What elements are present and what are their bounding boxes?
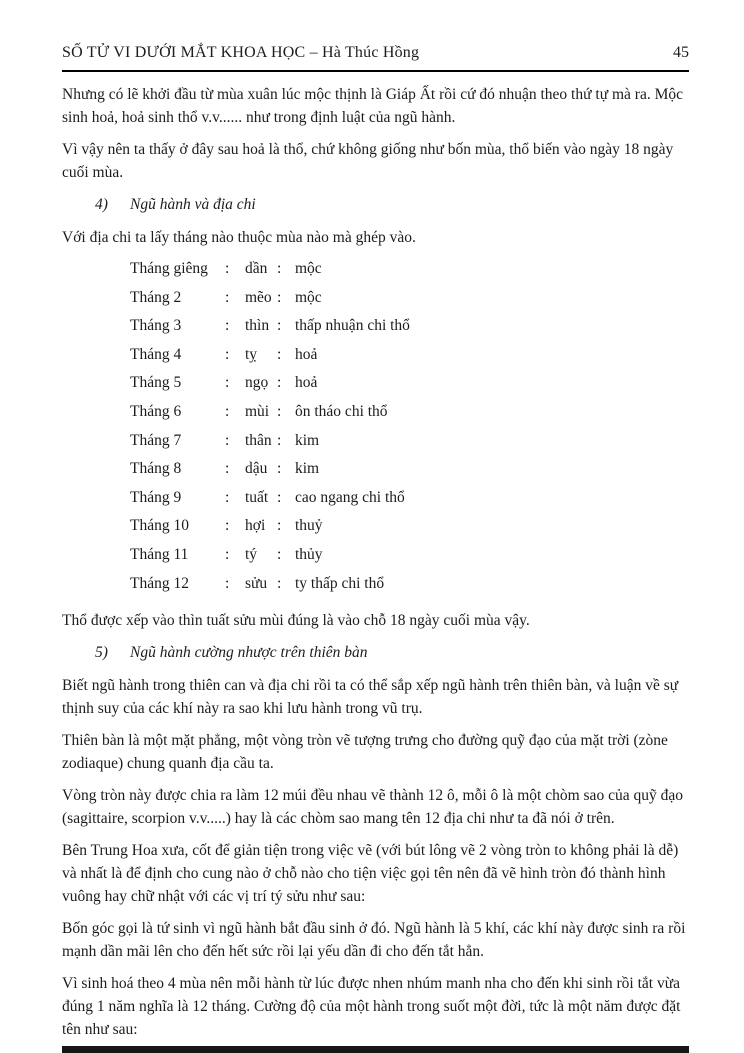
table-row — [62, 487, 689, 516]
chi-cell: hợi — [245, 517, 266, 535]
chi-cell: tý — [245, 545, 258, 563]
paragraph-7: Vòng tròn này được chia ra làm 12 múi đều nhau vẽ thành 12 ô, mỗi ô là một chòm sao của quỹ đạo (sagittaire, scorpion v.v.....) hay là các chòm sao mang tên 12 địa chi như ta đã nói ở trên. — [62, 787, 683, 828]
colon-separator: : — [277, 374, 282, 392]
running-title: SỐ TỬ VI DƯỚI MẮT KHOA HỌC – Hà Thúc Hồng — [62, 44, 420, 61]
colon-separator: : — [225, 345, 230, 363]
table-row — [62, 372, 689, 401]
table-row — [62, 515, 689, 544]
month-cell: Tháng 2 — [130, 288, 182, 306]
colon-separator: : — [225, 488, 230, 506]
table-row — [62, 544, 689, 573]
colon-separator: : — [225, 545, 230, 563]
month-table — [62, 258, 689, 601]
month-cell: Tháng 4 — [130, 345, 182, 363]
chi-cell: dần — [245, 260, 268, 277]
table-row — [62, 401, 689, 430]
month-cell: Tháng 12 — [130, 574, 189, 592]
colon-separator: : — [277, 317, 282, 335]
colon-separator: : — [277, 431, 282, 449]
month-cell: Tháng 8 — [130, 460, 182, 478]
month-cell: Tháng giêng — [130, 260, 208, 277]
section-title: Ngũ hành và địa chi — [130, 196, 256, 213]
element-cell: hoả — [295, 374, 318, 392]
colon-separator: : — [225, 574, 230, 592]
colon-separator: : — [225, 517, 230, 535]
month-cell: Tháng 3 — [130, 317, 182, 335]
colon-separator: : — [225, 260, 230, 277]
table-row — [62, 573, 689, 602]
colon-separator: : — [277, 460, 282, 478]
element-cell: mộc — [295, 288, 322, 306]
element-cell: hoả — [295, 345, 318, 363]
paragraph-8: Bên Trung Hoa xưa, cốt để giản tiện trong việc vẽ (với bút lông vẽ 2 vòng tròn to không phải là dễ) và nhất là để định cho cung nào ở chỗ nào cho tiện việc gọi tên nên đã vẽ hình tròn đó thành hình vuông hay chữ nhật với các vị trí tý sửu như sau: — [62, 842, 679, 906]
colon-separator: : — [225, 402, 230, 420]
element-cell: ôn tháo chi thổ — [295, 402, 388, 420]
table-row — [62, 458, 689, 487]
chi-cell: mẽo — [245, 288, 272, 306]
month-cell: Tháng 10 — [130, 517, 189, 535]
colon-separator: : — [277, 574, 282, 592]
colon-separator: : — [225, 288, 230, 306]
table-row — [62, 287, 689, 316]
paragraph-1: Nhưng có lẽ khởi đầu từ mùa xuân lúc mộc thịnh là Giáp Ất rồi cứ đó nhuận theo thứ tự mà ra. Mộc sinh hoả, hoả sinh thổ v.v...... như trong định luật của ngũ hành. — [62, 86, 683, 126]
element-cell: mộc — [295, 260, 322, 277]
chi-cell: ngọ — [245, 374, 269, 392]
element-cell: thấp nhuận chi thổ — [295, 317, 410, 335]
chi-cell: thân — [245, 431, 272, 449]
paragraph-10: Vì sinh hoá theo 4 mùa nên mỗi hành từ lúc được nhen nhúm manh nha cho đến khi sinh rồi tắt vừa đúng 1 năm nghĩa là 12 tháng. Cường độ của một hành trong suốt một đời, tức là một năm được đặt tên như sau: — [62, 975, 681, 1039]
paragraph-3: Với địa chi ta lấy tháng nào thuộc mùa nào mà ghép vào. — [62, 229, 416, 246]
element-cell: cao ngang chi thổ — [295, 488, 405, 506]
chi-cell: tỵ — [245, 345, 258, 363]
colon-separator: : — [277, 260, 282, 277]
paragraph-5: Biết ngũ hành trong thiên can và địa chi rồi ta có thể sắp xếp ngũ hành trên thiên bàn, và luận về sự thịnh suy của các khí này ra sao khi lưu hành trong vũ trụ. — [62, 677, 679, 718]
colon-separator: : — [277, 288, 282, 306]
colon-separator: : — [277, 345, 282, 363]
table-row — [62, 430, 689, 459]
table-row — [62, 315, 689, 344]
month-cell: Tháng 9 — [130, 488, 182, 506]
section-heading-4 — [62, 193, 689, 216]
colon-separator: : — [277, 488, 282, 506]
element-cell: thuỷ — [295, 517, 323, 535]
table-row — [62, 344, 689, 373]
colon-separator: : — [225, 460, 230, 478]
month-cell: Tháng 5 — [130, 374, 182, 392]
section-title: Ngũ hành cường nhược trên thiên bàn — [130, 644, 368, 662]
paragraph-6: Thiên bàn là một mặt phẳng, một vòng tròn vẽ tượng trưng cho đường quỹ đạo của mặt trời (zòne zodiaque) chung quanh địa cầu ta. — [62, 732, 668, 773]
chi-cell: dậu — [245, 460, 268, 478]
section-heading-5 — [62, 641, 689, 664]
section-number: 5) — [95, 644, 108, 662]
scan-edge-bar — [62, 1046, 689, 1053]
month-cell: Tháng 6 — [130, 402, 182, 420]
element-cell: kim — [295, 460, 320, 478]
paragraph-9: Bốn góc gọi là tứ sinh vì ngũ hành bắt đầu sinh ở đó. Ngũ hành là 5 khí, các khí này được sinh ra rồi mạnh dần mãi lên cho đến hết sức rồi lại yếu dần đi cho đến tắt hẳn. — [62, 920, 686, 961]
book-page — [62, 0, 689, 1050]
header-rule — [62, 70, 689, 72]
element-cell: thủy — [295, 545, 323, 563]
element-cell: kim — [295, 431, 320, 449]
element-cell: ty thấp chi thổ — [295, 574, 385, 592]
month-cell: Tháng 11 — [130, 545, 189, 563]
colon-separator: : — [225, 374, 230, 392]
chi-cell: sửu — [245, 574, 268, 592]
colon-separator: : — [225, 317, 230, 335]
page-header — [62, 0, 689, 62]
colon-separator: : — [277, 402, 282, 420]
chi-cell: tuất — [245, 488, 269, 506]
month-cell: Tháng 7 — [130, 431, 182, 449]
page-number: 45 — [673, 44, 689, 61]
chi-cell: thìn — [245, 317, 270, 335]
colon-separator: : — [225, 431, 230, 449]
paragraph-2: Vì vậy nên ta thấy ở đây sau hoả là thổ, chứ không giống như bốn mùa, thổ biến vào ngày 18 ngày cuối mùa. — [62, 141, 674, 181]
paragraph-4: Thổ được xếp vào thìn tuất sửu mùi đúng là vào chỗ 18 ngày cuối mùa vậy. — [62, 612, 530, 630]
section-number: 4) — [95, 196, 108, 213]
chi-cell: mùi — [245, 402, 270, 420]
colon-separator: : — [277, 545, 282, 563]
table-row — [62, 258, 689, 287]
colon-separator: : — [277, 517, 282, 535]
